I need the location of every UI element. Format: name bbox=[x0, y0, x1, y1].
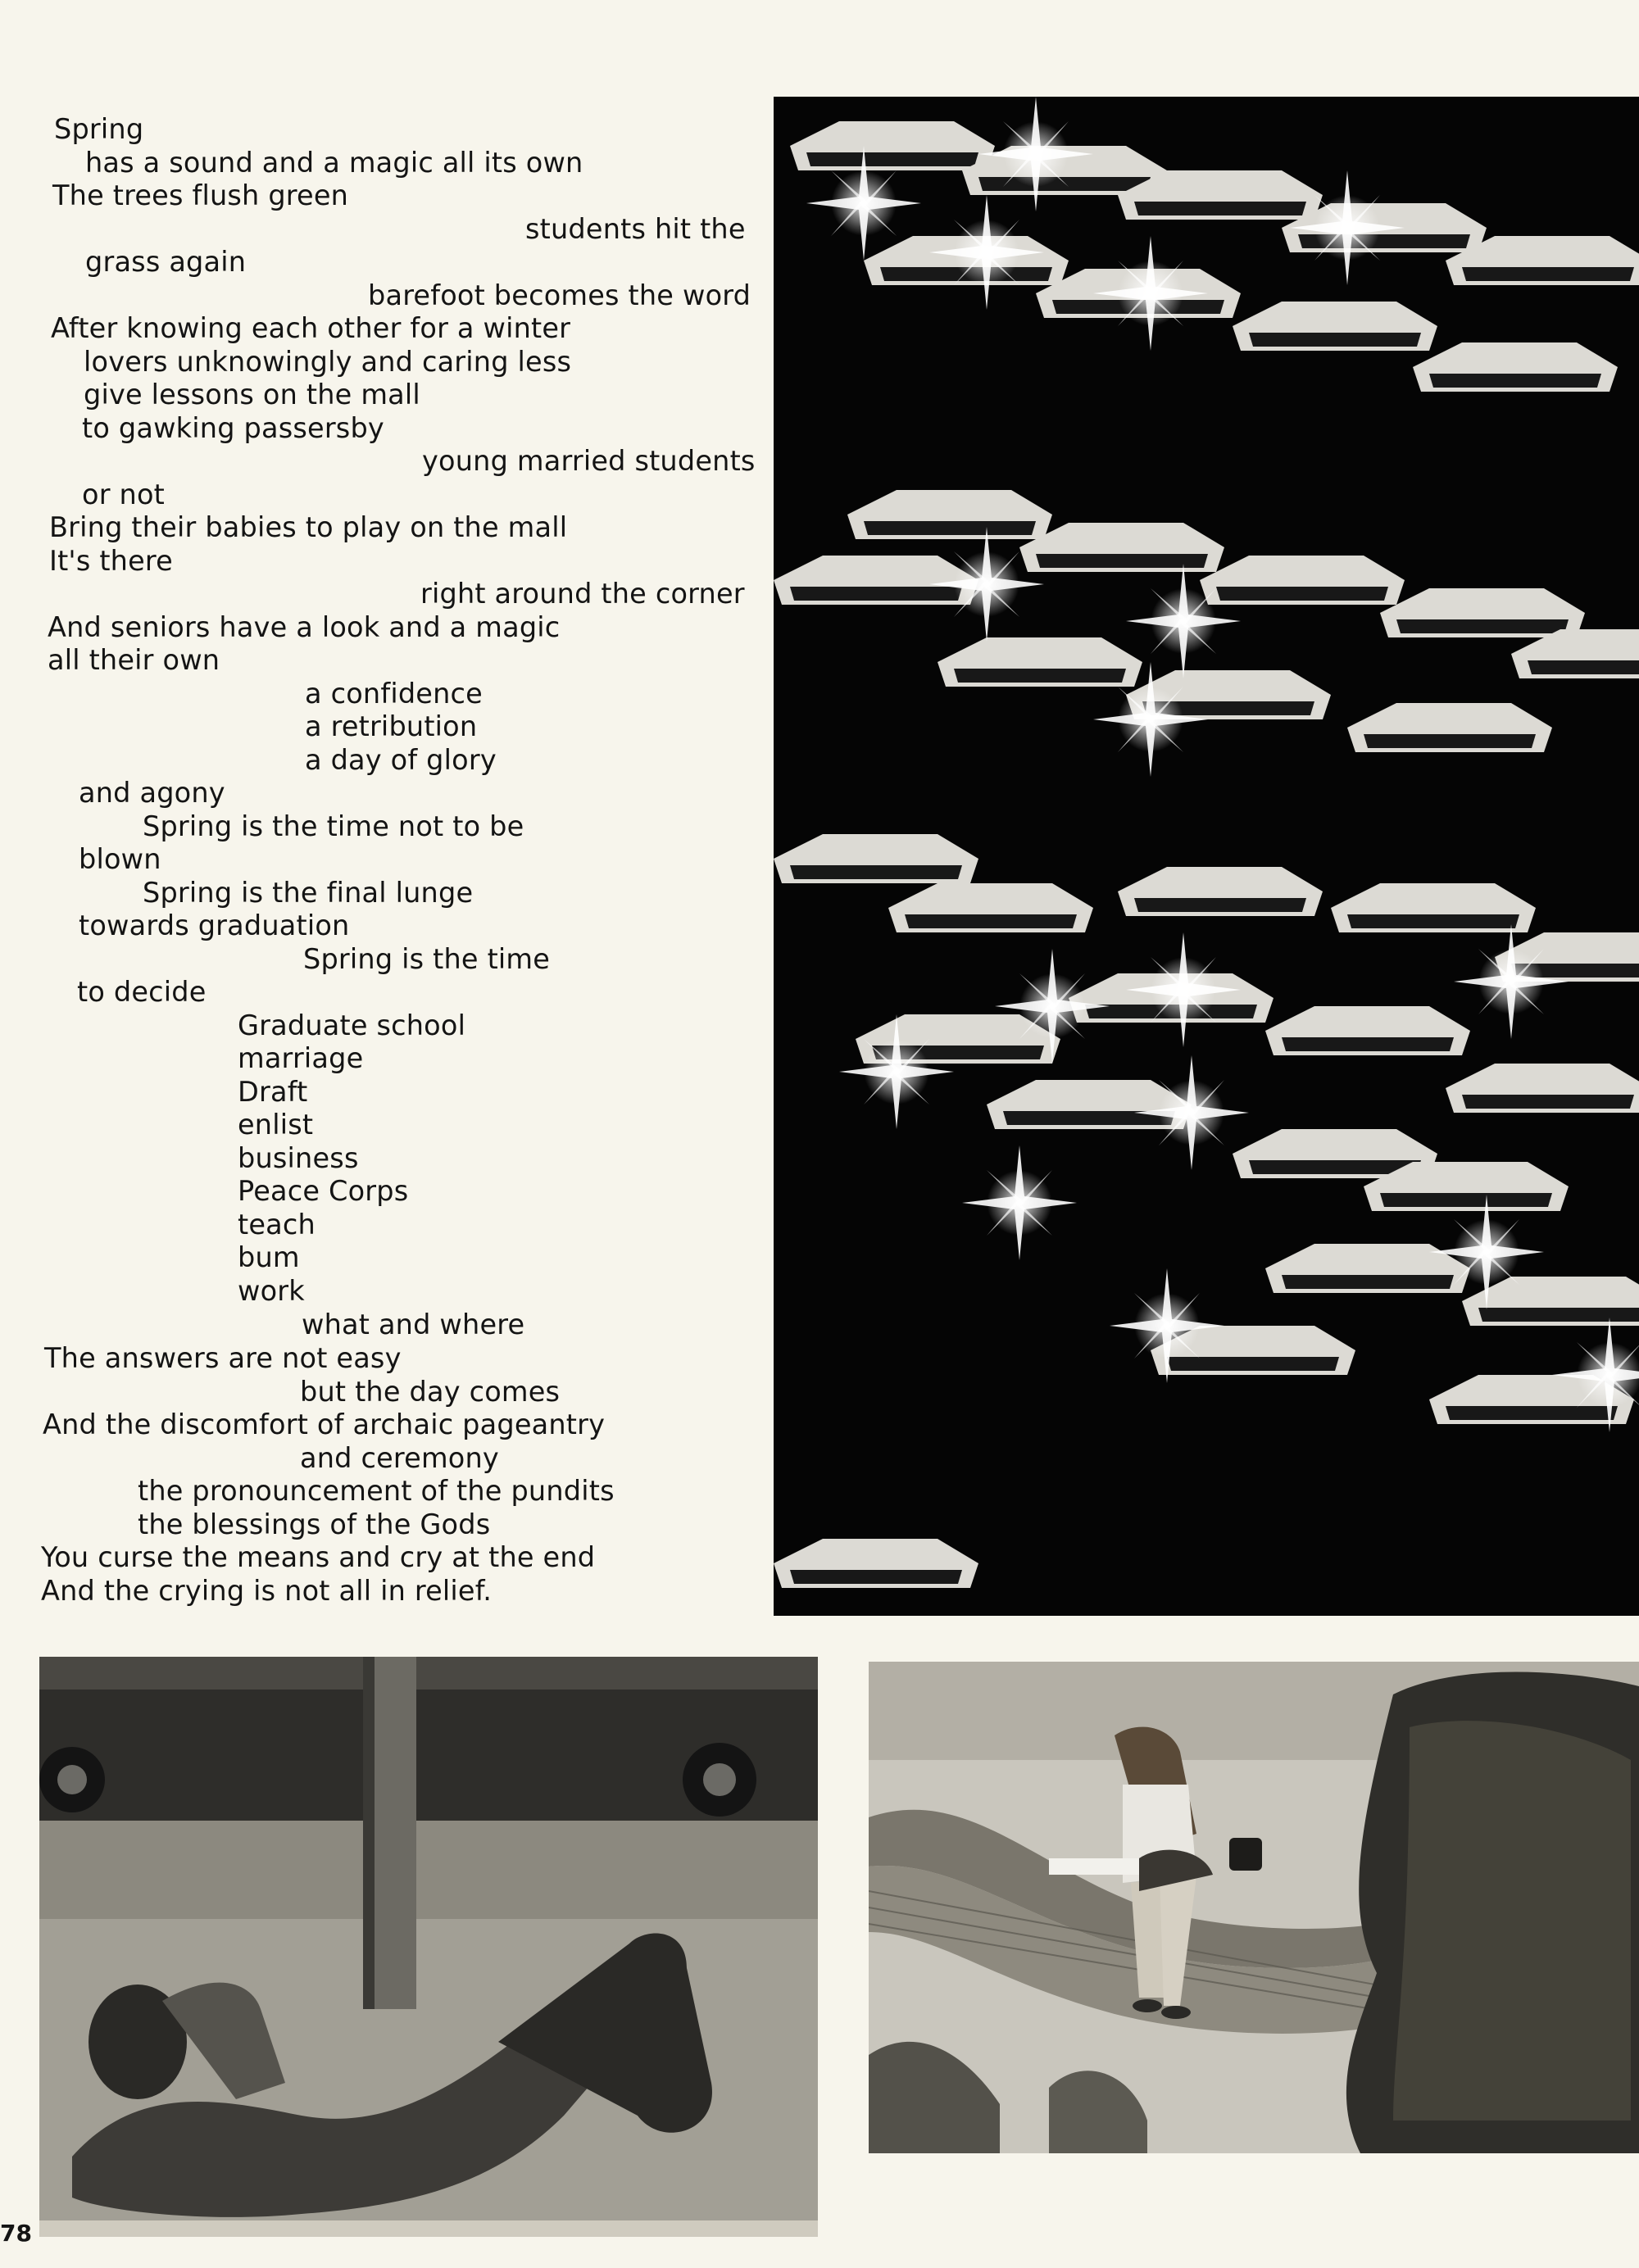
poem-line: enlist bbox=[238, 1109, 314, 1141]
poem-line: blown bbox=[79, 843, 161, 875]
poem-line: and agony bbox=[79, 777, 225, 809]
poem-line: the blessings of the Gods bbox=[138, 1508, 491, 1540]
poem-line: has a sound and a magic all its own bbox=[85, 147, 583, 179]
poem bbox=[0, 0, 754, 1631]
parking-lot-photo bbox=[774, 97, 1639, 1616]
poem-line: marriage bbox=[238, 1042, 364, 1074]
poem-line: and ceremony bbox=[300, 1442, 499, 1474]
poem-line: give lessons on the mall bbox=[84, 379, 420, 411]
poem-line: grass again bbox=[85, 246, 247, 278]
poem-line: a retribution bbox=[305, 710, 478, 742]
car-sunburst-icon bbox=[774, 97, 1639, 1616]
poem-line: It's there bbox=[49, 545, 173, 577]
poem-line: barefoot becomes the word bbox=[368, 279, 751, 311]
poem-line: Draft bbox=[238, 1076, 308, 1108]
poem-line: the pronouncement of the pundits bbox=[138, 1475, 615, 1507]
student-lying-photo bbox=[39, 1657, 818, 2237]
poem-line: The trees flush green bbox=[52, 179, 349, 211]
poem-line: Spring bbox=[54, 113, 144, 145]
poem-line: Spring is the time bbox=[303, 943, 551, 975]
poem-line: right around the corner bbox=[420, 578, 745, 610]
poem-line: to gawking passersby bbox=[82, 412, 384, 444]
poem-line: business bbox=[238, 1142, 359, 1174]
poem-line: Spring is the final lunge bbox=[143, 877, 474, 909]
poem-line: bum bbox=[238, 1241, 300, 1273]
person-resting-icon bbox=[39, 1657, 818, 2237]
poem-line: Peace Corps bbox=[238, 1175, 409, 1207]
poem-line: teach bbox=[238, 1209, 316, 1241]
poem-line: work bbox=[238, 1275, 305, 1307]
poem-line: a day of glory bbox=[305, 744, 497, 776]
poem-line: Bring their babies to play on the mall bbox=[49, 511, 568, 543]
poem-line: to decide bbox=[77, 976, 207, 1008]
poem-line: Graduate school bbox=[238, 1009, 466, 1041]
poem-line: After knowing each other for a winter bbox=[51, 312, 571, 344]
poem-line: students hit the bbox=[525, 213, 746, 245]
poem-line: or not bbox=[82, 479, 165, 510]
poem-line: Spring is the time not to be bbox=[143, 810, 524, 842]
poem-line: all their own bbox=[48, 644, 220, 676]
poem-line: a confidence bbox=[305, 678, 483, 710]
student-reading-photo bbox=[869, 1662, 1639, 2153]
poem-line: You curse the means and cry at the end bbox=[41, 1541, 596, 1573]
poem-line: And the crying is not all in relief. bbox=[41, 1575, 493, 1607]
poem-line: lovers unknowingly and caring less bbox=[84, 346, 572, 378]
page-number: 78 bbox=[0, 2220, 32, 2247]
poem-line: young married students bbox=[422, 445, 756, 477]
poem-line: what and where bbox=[302, 1309, 525, 1340]
poem-line: And the discomfort of archaic pageantry bbox=[43, 1408, 606, 1440]
poem-line: but the day comes bbox=[300, 1376, 561, 1408]
poem-line: towards graduation bbox=[79, 909, 350, 941]
poem-line: And seniors have a look and a magic bbox=[48, 611, 561, 643]
person-reading-icon bbox=[869, 1662, 1639, 2153]
poem-line: The answers are not easy bbox=[44, 1342, 402, 1374]
